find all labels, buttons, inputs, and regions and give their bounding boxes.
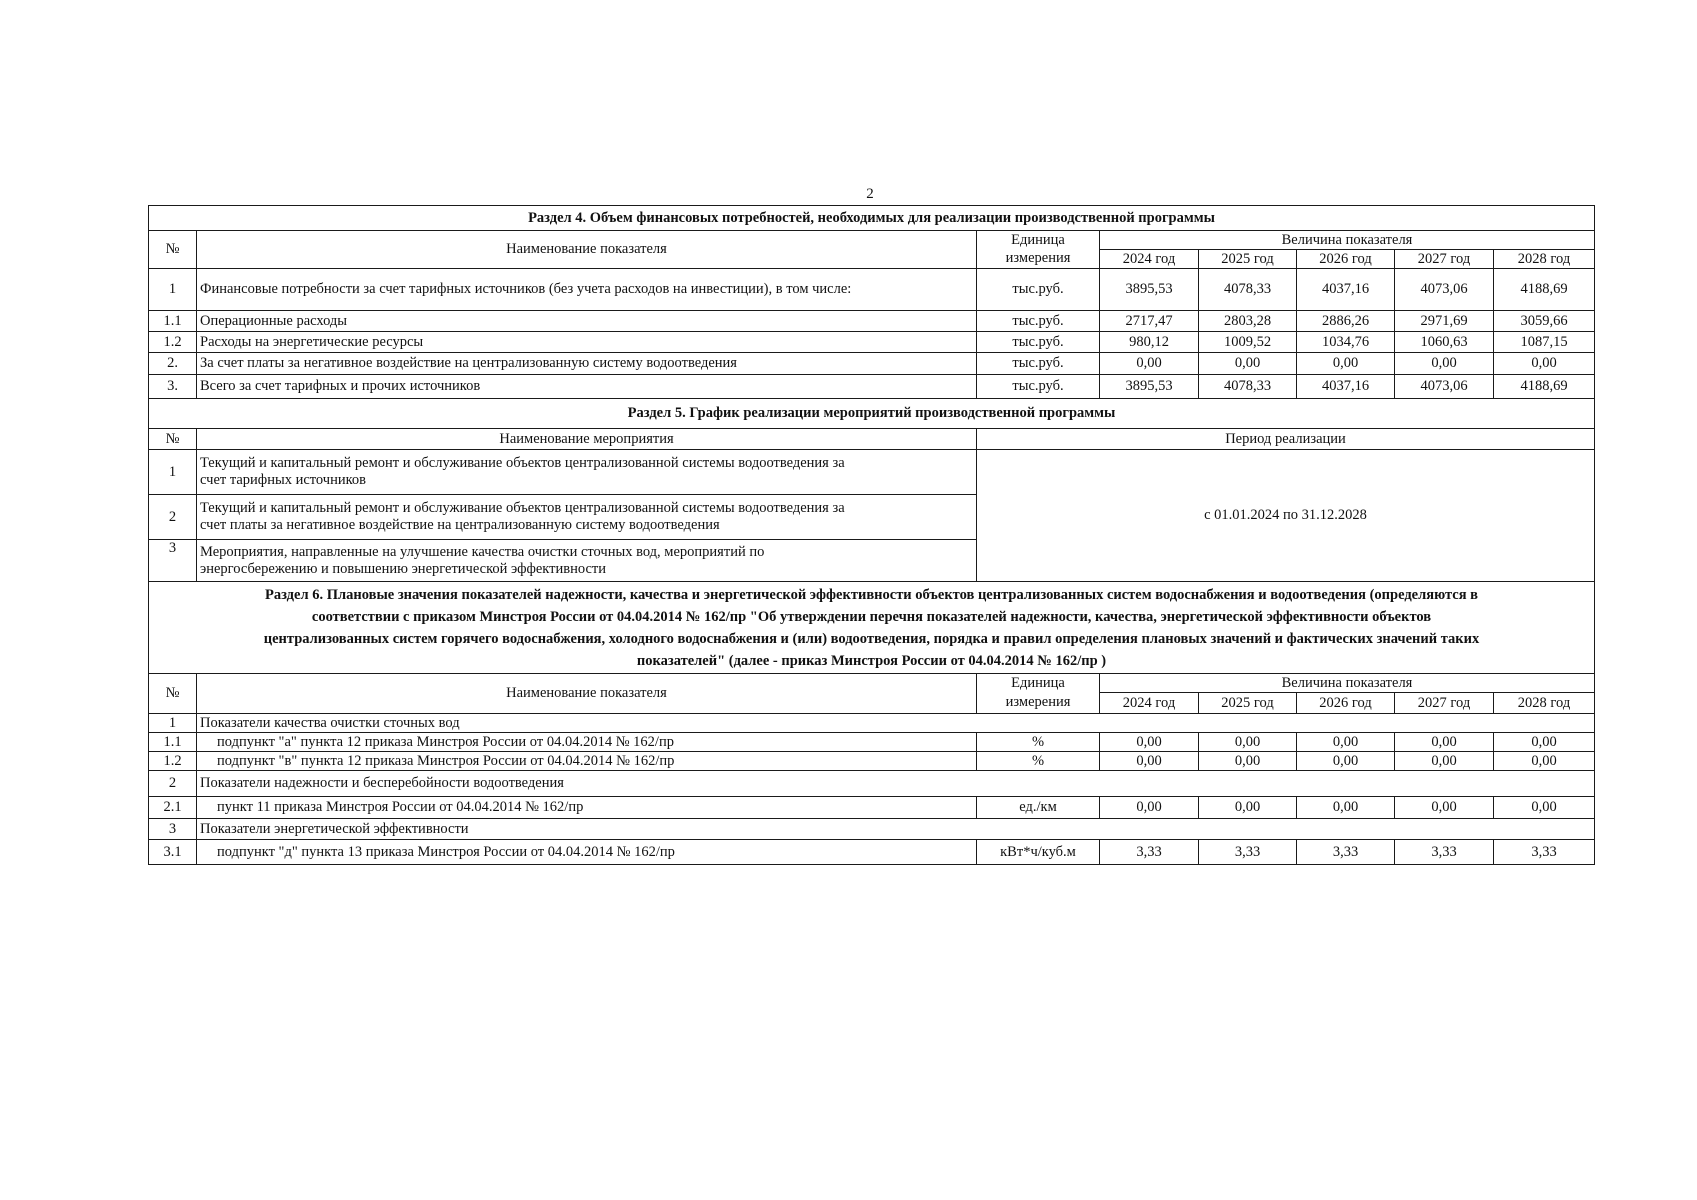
row-name-line1: Текущий и капитальный ремонт и обслуживание объектов централизованной системы водоотведения за xyxy=(200,455,845,471)
row-value: 980,12 xyxy=(1100,332,1199,353)
row-value: 0,00 xyxy=(1395,797,1494,819)
row-value: 1060,63 xyxy=(1395,332,1494,353)
row-num: 1 xyxy=(149,450,197,495)
row-value: 4037,16 xyxy=(1297,375,1395,399)
row-value: 0,00 xyxy=(1297,733,1395,752)
row-value: 0,00 xyxy=(1100,353,1199,375)
section4-header-year: 2026 год xyxy=(1297,250,1395,269)
table-row xyxy=(149,797,1595,819)
row-value: 3,33 xyxy=(1395,840,1494,865)
row-num: 1.2 xyxy=(149,752,197,771)
row-value: 0,00 xyxy=(1100,733,1199,752)
row-name-line1: Текущий и капитальный ремонт и обслуживание объектов централизованной системы водоотведения за xyxy=(200,500,845,516)
row-name: Всего за счет тарифных и прочих источников xyxy=(197,375,977,399)
section4-header-year: 2024 год xyxy=(1100,250,1199,269)
table-row xyxy=(149,840,1595,865)
section4-header-unit-line2: измерения xyxy=(977,250,1100,269)
row-value: 4073,06 xyxy=(1395,375,1494,399)
row-name-line1: Мероприятия, направленные на улучшение качества очистки сточных вод, мероприятий по xyxy=(200,543,765,560)
section6-title-line: соответствии с приказом Минстроя России от 04.04.2014 № 162/пр "Об утверждении перечня показателей надежности, качества, энергетической эффективности объектов xyxy=(311,608,1432,625)
row-unit: тыс.руб. xyxy=(977,269,1100,311)
row-value: 0,00 xyxy=(1494,752,1595,771)
row-num: 3. xyxy=(149,375,197,399)
group-name: Показатели надежности и бесперебойности водоотведения xyxy=(197,771,1595,797)
row-value: 4073,06 xyxy=(1395,269,1494,311)
section6-header-year: 2024 год xyxy=(1100,693,1199,714)
row-value: 4037,16 xyxy=(1297,269,1395,311)
production-program-table xyxy=(148,205,1595,865)
row-value: 3895,53 xyxy=(1100,269,1199,311)
row-value: 1034,76 xyxy=(1297,332,1395,353)
row-value: 2803,28 xyxy=(1199,311,1297,332)
row-value: 0,00 xyxy=(1297,752,1395,771)
section4-header-value-group: Величина показателя xyxy=(1100,231,1595,250)
section6-header-year: 2027 год xyxy=(1395,693,1494,714)
row-name-line2: счет тарифных источников xyxy=(200,472,366,488)
row-name: Финансовые потребности за счет тарифных источников (без учета расходов на инвестиции), в том числе: xyxy=(197,269,977,311)
row-name: подпункт "а" пункта 12 приказа Минстроя России от 04.04.2014 № 162/пр xyxy=(197,733,977,752)
row-num: 2 xyxy=(149,771,197,797)
row-value: 0,00 xyxy=(1494,733,1595,752)
table-row xyxy=(149,269,1595,311)
table-row xyxy=(149,311,1595,332)
section6-header-year: 2025 год xyxy=(1199,693,1297,714)
section5-header-num: № xyxy=(149,429,197,450)
section6-header-unit-line1: Единица xyxy=(977,674,1100,693)
table-row xyxy=(149,353,1595,375)
row-value: 0,00 xyxy=(1199,752,1297,771)
section5-header-period: Период реализации xyxy=(977,429,1595,450)
row-name: Расходы на энергетические ресурсы xyxy=(197,332,977,353)
row-value: 2971,69 xyxy=(1395,311,1494,332)
row-value: 0,00 xyxy=(1494,797,1595,819)
row-unit: тыс.руб. xyxy=(977,332,1100,353)
row-num: 2 xyxy=(149,495,197,540)
section4-header-year: 2027 год xyxy=(1395,250,1494,269)
row-name: подпункт "д" пункта 13 приказа Минстроя России от 04.04.2014 № 162/пр xyxy=(197,840,977,865)
group-name: Показатели энергетической эффективности xyxy=(197,819,1595,840)
row-name: пункт 11 приказа Минстроя России от 04.04.2014 № 162/пр xyxy=(197,797,977,819)
row-value: 0,00 xyxy=(1100,797,1199,819)
row-unit: тыс.руб. xyxy=(977,375,1100,399)
row-num: 1.2 xyxy=(149,332,197,353)
section6-header-year: 2026 год xyxy=(1297,693,1395,714)
row-value: 1087,15 xyxy=(1494,332,1595,353)
row-name xyxy=(197,495,977,540)
row-num: 2. xyxy=(149,353,197,375)
row-name xyxy=(197,450,977,495)
row-num: 1 xyxy=(149,269,197,311)
section6-header-value-group: Величина показателя xyxy=(1100,674,1595,693)
table-row xyxy=(149,819,1595,840)
row-unit: % xyxy=(977,752,1100,771)
row-value: 3895,53 xyxy=(1100,375,1199,399)
row-value: 3,33 xyxy=(1494,840,1595,865)
row-value: 0,00 xyxy=(1100,752,1199,771)
table-row xyxy=(149,752,1595,771)
row-unit: тыс.руб. xyxy=(977,311,1100,332)
row-value: 0,00 xyxy=(1297,797,1395,819)
table-row xyxy=(149,375,1595,399)
row-num: 1.1 xyxy=(149,311,197,332)
row-value: 4078,33 xyxy=(1199,269,1297,311)
section6-title-line: централизованных систем горячего водоснабжения, холодного водоснабжения и (или) водоотведения, порядка и правил определения плановых значений и фактических значений таких xyxy=(263,630,1480,647)
section6-title xyxy=(149,582,1595,674)
section5-period-value: с 01.01.2024 по 31.12.2028 xyxy=(977,450,1595,582)
section6-header-num: № xyxy=(149,674,197,714)
row-value: 3059,66 xyxy=(1494,311,1595,332)
section4-header-name: Наименование показателя xyxy=(197,231,977,269)
row-value: 0,00 xyxy=(1199,733,1297,752)
row-value: 3,33 xyxy=(1100,840,1199,865)
section5-title: Раздел 5. График реализации мероприятий производственной программы xyxy=(149,399,1595,429)
row-value: 0,00 xyxy=(1199,353,1297,375)
row-value: 0,00 xyxy=(1395,752,1494,771)
table-row xyxy=(149,714,1595,733)
row-num: 1 xyxy=(149,714,197,733)
page-number: 2 xyxy=(866,186,874,202)
row-unit: кВт*ч/куб.м xyxy=(977,840,1100,865)
group-name: Показатели качества очистки сточных вод xyxy=(197,714,1595,733)
section5-header-name: Наименование мероприятия xyxy=(197,429,977,450)
row-name: За счет платы за негативное воздействие на централизованную систему водоотведения xyxy=(197,353,977,375)
row-num: 3.1 xyxy=(149,840,197,865)
table-row xyxy=(149,332,1595,353)
row-unit: % xyxy=(977,733,1100,752)
row-value: 1009,52 xyxy=(1199,332,1297,353)
table-row xyxy=(149,771,1595,797)
row-num: 1.1 xyxy=(149,733,197,752)
row-value: 0,00 xyxy=(1494,353,1595,375)
section6-title-line: показателей" (далее - приказ Минстроя России от 04.04.2014 № 162/пр ) xyxy=(636,652,1107,669)
table-row xyxy=(149,450,1595,495)
section4-header-unit-line1: Единица xyxy=(977,231,1100,250)
row-unit: ед./км xyxy=(977,797,1100,819)
section6-header-unit-line2: измерения xyxy=(977,693,1100,714)
row-value: 4078,33 xyxy=(1199,375,1297,399)
row-num: 2.1 xyxy=(149,797,197,819)
row-num: 3 xyxy=(149,819,197,840)
section4-title: Раздел 4. Объем финансовых потребностей, необходимых для реализации производственной программы xyxy=(149,206,1595,231)
row-value: 2886,26 xyxy=(1297,311,1395,332)
row-name: Операционные расходы xyxy=(197,311,977,332)
section6-title-line: Раздел 6. Плановые значения показателей надежности, качества и энергетической эффективности объектов централизованных систем водоснабжения и водоотведения (определяются в xyxy=(265,586,1478,603)
row-value: 0,00 xyxy=(1395,733,1494,752)
section6-header-year: 2028 год xyxy=(1494,693,1595,714)
row-value: 4188,69 xyxy=(1494,375,1595,399)
row-value: 3,33 xyxy=(1199,840,1297,865)
section4-header-year: 2025 год xyxy=(1199,250,1297,269)
row-name: подпункт "в" пункта 12 приказа Минстроя России от 04.04.2014 № 162/пр xyxy=(197,752,977,771)
row-name-line2: энергосбережению и повышению энергетической эффективности xyxy=(200,560,606,577)
row-value: 2717,47 xyxy=(1100,311,1199,332)
section4-header-num: № xyxy=(149,231,197,269)
section6-header-name: Наименование показателя xyxy=(197,674,977,714)
section4-header-year: 2028 год xyxy=(1494,250,1595,269)
row-value: 0,00 xyxy=(1297,353,1395,375)
row-value: 4188,69 xyxy=(1494,269,1595,311)
row-name xyxy=(197,540,977,582)
row-value: 0,00 xyxy=(1395,353,1494,375)
row-value: 3,33 xyxy=(1297,840,1395,865)
table-row xyxy=(149,733,1595,752)
row-value: 0,00 xyxy=(1199,797,1297,819)
row-unit: тыс.руб. xyxy=(977,353,1100,375)
row-name-line2: счет платы за негативное воздействие на централизованную систему водоотведения xyxy=(200,517,720,533)
row-num: 3 xyxy=(149,540,197,582)
